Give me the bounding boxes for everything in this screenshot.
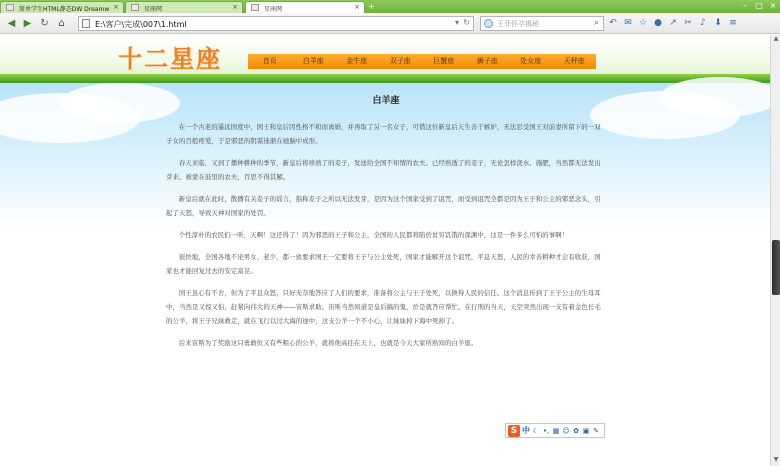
article-paragraph: 很快地，全国各地不论男女、老少，都一致要求国王一定要将王子与公主处死，国家才能解开这个诅咒，平息天怒，人民的幸善耕种才会有收获，国家也才能回复过去的安定富足。 — [166, 253, 601, 275]
close-window-icon[interactable]: × — [769, 1, 777, 10]
settings-icon[interactable]: ✎ — [593, 426, 599, 435]
tab-xingzuo[interactable] — [125, 1, 243, 13]
cloud-decoration — [660, 77, 770, 117]
scroll-thumb[interactable] — [772, 240, 780, 295]
article-paragraph: 新皇后就在此时，散播有关麦子的谣言，指称麦子之所以无法发芽，是因为这个国家受到了诅咒，而受到诅咒全都是因为王子和公主的邪恶念头，引起了天怒，导致天神对国家的处罚。 — [166, 195, 601, 217]
nav-libra[interactable]: 天秤座 — [563, 57, 585, 65]
window-controls — [738, 0, 780, 13]
sogou-logo-icon: S — [508, 425, 520, 437]
dropdown-icon[interactable]: ▾ — [454, 18, 459, 27]
moon-icon[interactable]: ☾ — [532, 426, 540, 435]
site-logo[interactable]: 十二星座 — [118, 45, 222, 73]
nav-home[interactable]: 首页 — [262, 57, 277, 65]
reload-icon[interactable]: ↻ — [463, 18, 470, 27]
nav-gemini[interactable]: 双子座 — [389, 57, 411, 65]
address-url: E:\客户\完成\007\1.html — [95, 20, 187, 29]
menu-icon[interactable]: ≡ — [729, 18, 737, 28]
back-icon[interactable]: ◀ — [7, 18, 16, 29]
browser-tab-bar — [0, 0, 780, 13]
user-icon[interactable]: ☺ — [562, 426, 570, 435]
tools-icon[interactable]: ✂ — [684, 18, 692, 28]
toolbar-icons — [606, 17, 741, 30]
maximize-icon[interactable]: □ — [755, 1, 763, 10]
site-nav — [248, 54, 596, 69]
bookmark-icon[interactable]: ☆ — [638, 18, 648, 28]
scroll-up-icon[interactable]: ▲ — [773, 35, 779, 42]
page-icon — [251, 4, 259, 11]
article-title: 白羊座 — [372, 96, 400, 106]
address-bar[interactable] — [78, 16, 474, 31]
tab-title: 星座网 — [264, 6, 283, 13]
keyboard-icon[interactable]: ▦ — [552, 426, 560, 435]
mail-icon[interactable]: ✉ — [624, 18, 632, 28]
header-band — [0, 74, 770, 83]
minimize-icon[interactable]: – — [743, 1, 747, 10]
skin-icon[interactable]: ✿ — [573, 426, 579, 435]
article — [166, 93, 606, 358]
share-icon[interactable]: ↗ — [669, 18, 677, 28]
browser-toolbar — [0, 13, 780, 34]
search-placeholder: 王菲怀孕揭秘 — [497, 20, 539, 28]
nav-aries[interactable]: 白羊座 — [302, 57, 324, 65]
volume-icon[interactable]: ♪ — [700, 18, 706, 28]
close-icon[interactable]: × — [354, 3, 360, 11]
close-icon[interactable]: × — [232, 3, 238, 11]
article-paragraph: 在一个古老的遥远国度中，国王和皇后因性格不和而离婚，并再取了另一名女子，可惜这位新皇后天生善于嫉妒，无法忍受国王对前妻所留下的一双子女的百般疼爱，于是邪恶的阴谋迷渐在她脑中成形。 — [166, 123, 601, 145]
toolbox-icon[interactable]: ▣ — [582, 426, 590, 435]
cloud-decoration — [60, 83, 180, 123]
scroll-down-icon[interactable]: ▼ — [773, 456, 779, 463]
article-paragraph: 春天来临，又到了播种耕种的季节，新皇后将珍熟了的麦子，发送给全国不知情的农夫。已经熟透了的麦子，无论怎样浇水、施肥，当然都无法发出芽来。被蒙在鼓里的农夫，百思不得其解。 — [166, 159, 601, 181]
search-icon[interactable]: ⌕ — [593, 18, 599, 28]
article-paragraph: 国王虽心有不舍，但为了平息众怒，只好无奈地答应了人们的要求，准备将公主与王子处死，以换得人民的信任。这个消息传到了王子公主的生母耳中，当然是又惊又怕，赶紧向伟大的天神——宙斯求助。宙斯当然知道是皇后搞的鬼，於是就答应帮忙。在行刑的当天，天空突然出现一支有着金色长毛的公羊，将王子兄妹救走，就在飞行以过大海的途中，这支公羊一个不小心，让妹妹掉下海中死掉了。 — [166, 289, 601, 325]
forward-icon[interactable]: ▶ — [23, 18, 32, 29]
tab-xingzuo-active[interactable] — [245, 1, 365, 13]
ime-toolbar[interactable] — [505, 423, 605, 438]
article-paragraph: 后来宙斯为了奖励这只勇敢但又有些粗心的公羊，就将他高挂在天上，也就是今天大家所熟知的白羊座。 — [178, 339, 478, 347]
chat-icon[interactable]: ● — [654, 18, 662, 28]
page-icon — [131, 4, 139, 11]
vertical-scrollbar[interactable] — [770, 35, 780, 466]
punctuation-icon[interactable]: •, — [542, 426, 550, 435]
download-icon[interactable]: ⬇ — [714, 18, 722, 28]
tab-dreamweaver[interactable] — [0, 1, 124, 13]
tab-title: 简单学生HTML静态DW Dreamw — [19, 6, 110, 13]
ime-mode[interactable]: 中 — [522, 426, 530, 435]
nav-leo[interactable]: 狮子座 — [476, 57, 498, 65]
close-icon[interactable]: × — [113, 3, 119, 11]
home-icon[interactable]: ⌂ — [58, 18, 65, 29]
nav-taurus[interactable]: 金牛座 — [346, 57, 368, 65]
page-viewport — [0, 35, 770, 466]
refresh-icon[interactable]: ↻ — [40, 18, 49, 29]
nav-cancer[interactable]: 巨蟹座 — [433, 57, 455, 65]
tab-title: 星座网 — [144, 6, 163, 13]
article-paragraph: 个性淳朴的农民们一听，天啊！这还得了！因为邪恶的王子和公主，全国的人民都将陷於贫穷饥饿的深渊中，这是一件多么可怕的事啊！ — [178, 231, 569, 239]
new-tab-icon[interactable]: + — [368, 2, 375, 11]
nav-virgo[interactable]: 处女座 — [520, 57, 542, 65]
search-engine-icon[interactable] — [484, 19, 493, 28]
undo-icon[interactable]: ↶ — [609, 18, 617, 28]
page-icon — [6, 4, 14, 11]
search-box[interactable] — [480, 16, 604, 31]
page-icon — [82, 19, 90, 28]
